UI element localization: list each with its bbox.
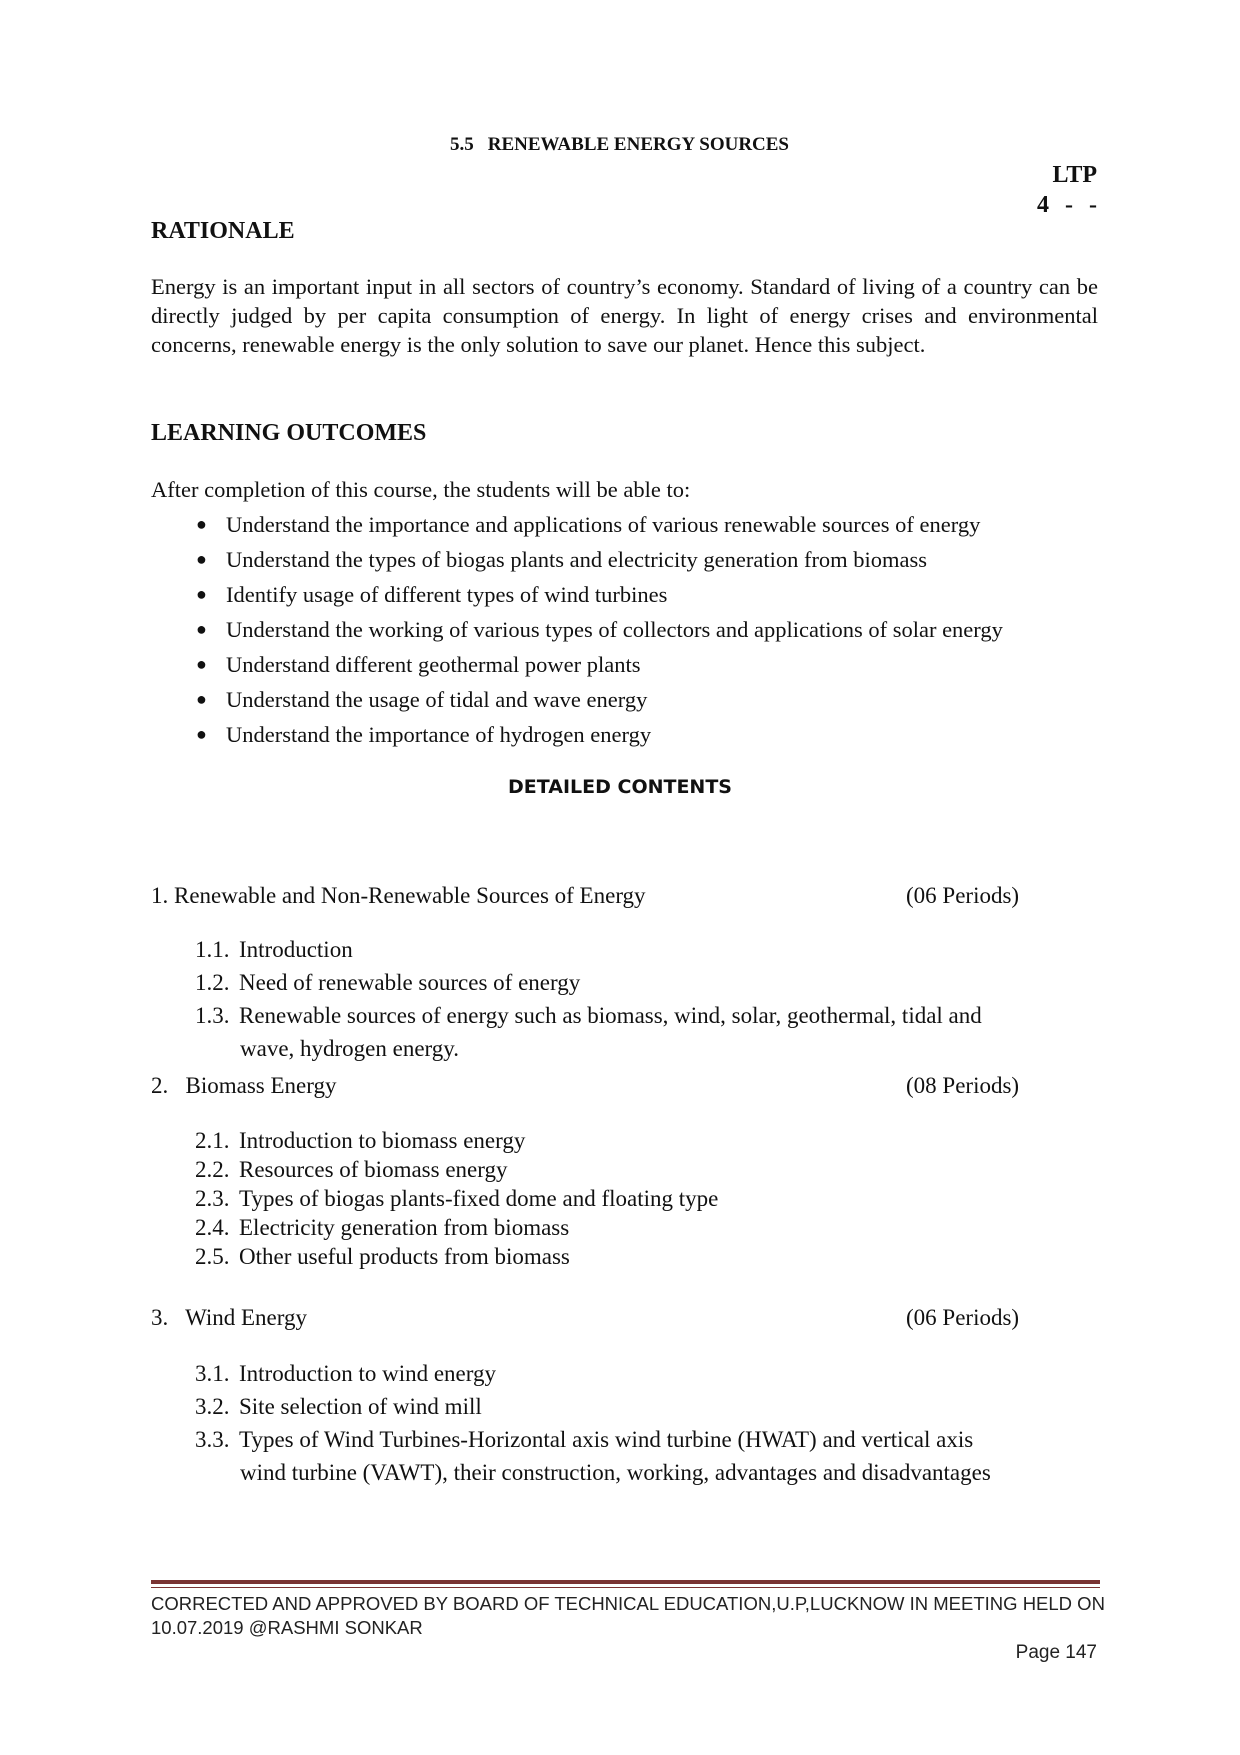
unit-title: 1. Renewable and Non-Renewable Sources of Energy [151,883,646,908]
unit-periods: (08 Periods) [906,1073,1020,1098]
section-number: 5.5 [450,134,474,155]
unit-periods: (06 Periods) [906,883,1020,908]
list-item: ● Identify usage of different types of wind turbines [190,577,1003,612]
topic-item: 2.3. Types of biogas plants-fixed dome and floating type [195,1186,719,1211]
list-item: ● Understand the types of biogas plants and electricity generation from biomass [190,542,1003,577]
list-item: ● Understand the working of various types of collectors and applications of solar energy [190,612,1003,647]
detailed-contents-heading: DETAILED CONTENTS [508,776,732,798]
footer-divider [151,1580,1100,1584]
learning-outcomes-heading: LEARNING OUTCOMES [151,420,427,446]
bullet-icon: ● [196,619,207,639]
bullet-icon: ● [196,724,207,744]
page-number: Page 147 [1015,1642,1097,1663]
unit-title: 2. Biomass Energy [151,1073,337,1098]
rationale-text: Energy is an important input in all sectors of country’s economy. Standard of living of a country can be directly judged by per capita consumption of energy. In light of energy crises and environmental concerns, renewable energy is the only solution to save our planet. Hence this subject. [151,274,1098,357]
bullet-icon: ● [196,689,207,709]
topic-item: 2.1. Introduction to biomass energy [195,1128,526,1153]
unit-periods: (06 Periods) [906,1305,1020,1330]
list-item: ● Understand the usage of tidal and wave energy [190,682,1003,717]
ltp-tutorial: - [1065,192,1073,218]
topic-item-continued: wind turbine (VAWT), their construction, working, advantages and disadvantages [240,1460,991,1485]
topic-item-continued: wave, hydrogen energy. [240,1036,460,1061]
bullet-icon: ● [196,549,207,569]
bullet-icon: ● [196,654,207,674]
bullet-icon: ● [196,584,207,604]
unit-title: 3. Wind Energy [151,1305,308,1330]
list-item: ● Understand different geothermal power plants [190,647,1003,682]
topic-item: 3.3. Types of Wind Turbines-Horizontal axis wind turbine (HWAT) and vertical axis [195,1427,974,1452]
topic-item: 1.2. Need of renewable sources of energy [195,970,581,995]
footer-note: CORRECTED AND APPROVED BY BOARD OF TECHNICAL EDUCATION,U.P,LUCKNOW IN MEETING HELD ON 10.07.2019 @RASHMI SONKAR [151,1593,1105,1638]
ltp-practical: - [1089,192,1097,218]
topic-item: 1.1. Introduction [195,937,353,962]
topic-item: 2.2. Resources of biomass energy [195,1157,508,1182]
learning-outcomes-list [190,507,1003,752]
bullet-icon: ● [196,514,207,534]
topic-item: 2.4. Electricity generation from biomass [195,1215,570,1240]
topic-item: 3.2. Site selection of wind mill [195,1394,482,1419]
rationale-heading: RATIONALE [151,218,295,244]
subject-title [450,134,789,156]
ltp-lecture: 4 [1037,192,1049,218]
footer-divider-thin [151,1587,1100,1588]
list-item: ● Understand the importance and applications of various renewable sources of energy [190,507,1003,542]
topic-item: 3.1. Introduction to wind energy [195,1361,496,1386]
topic-item: 1.3. Renewable sources of energy such as biomass, wind, solar, geothermal, tidal and [195,1003,982,1028]
ltp-values [1021,192,1097,219]
ltp-label: LTP [1052,162,1097,188]
learning-outcomes-intro: After completion of this course, the students will be able to: [151,477,691,502]
list-item: ● Understand the importance of hydrogen energy [190,717,1003,752]
subject-name: RENEWABLE ENERGY SOURCES [487,134,790,155]
topic-item: 2.5. Other useful products from biomass [195,1244,570,1269]
